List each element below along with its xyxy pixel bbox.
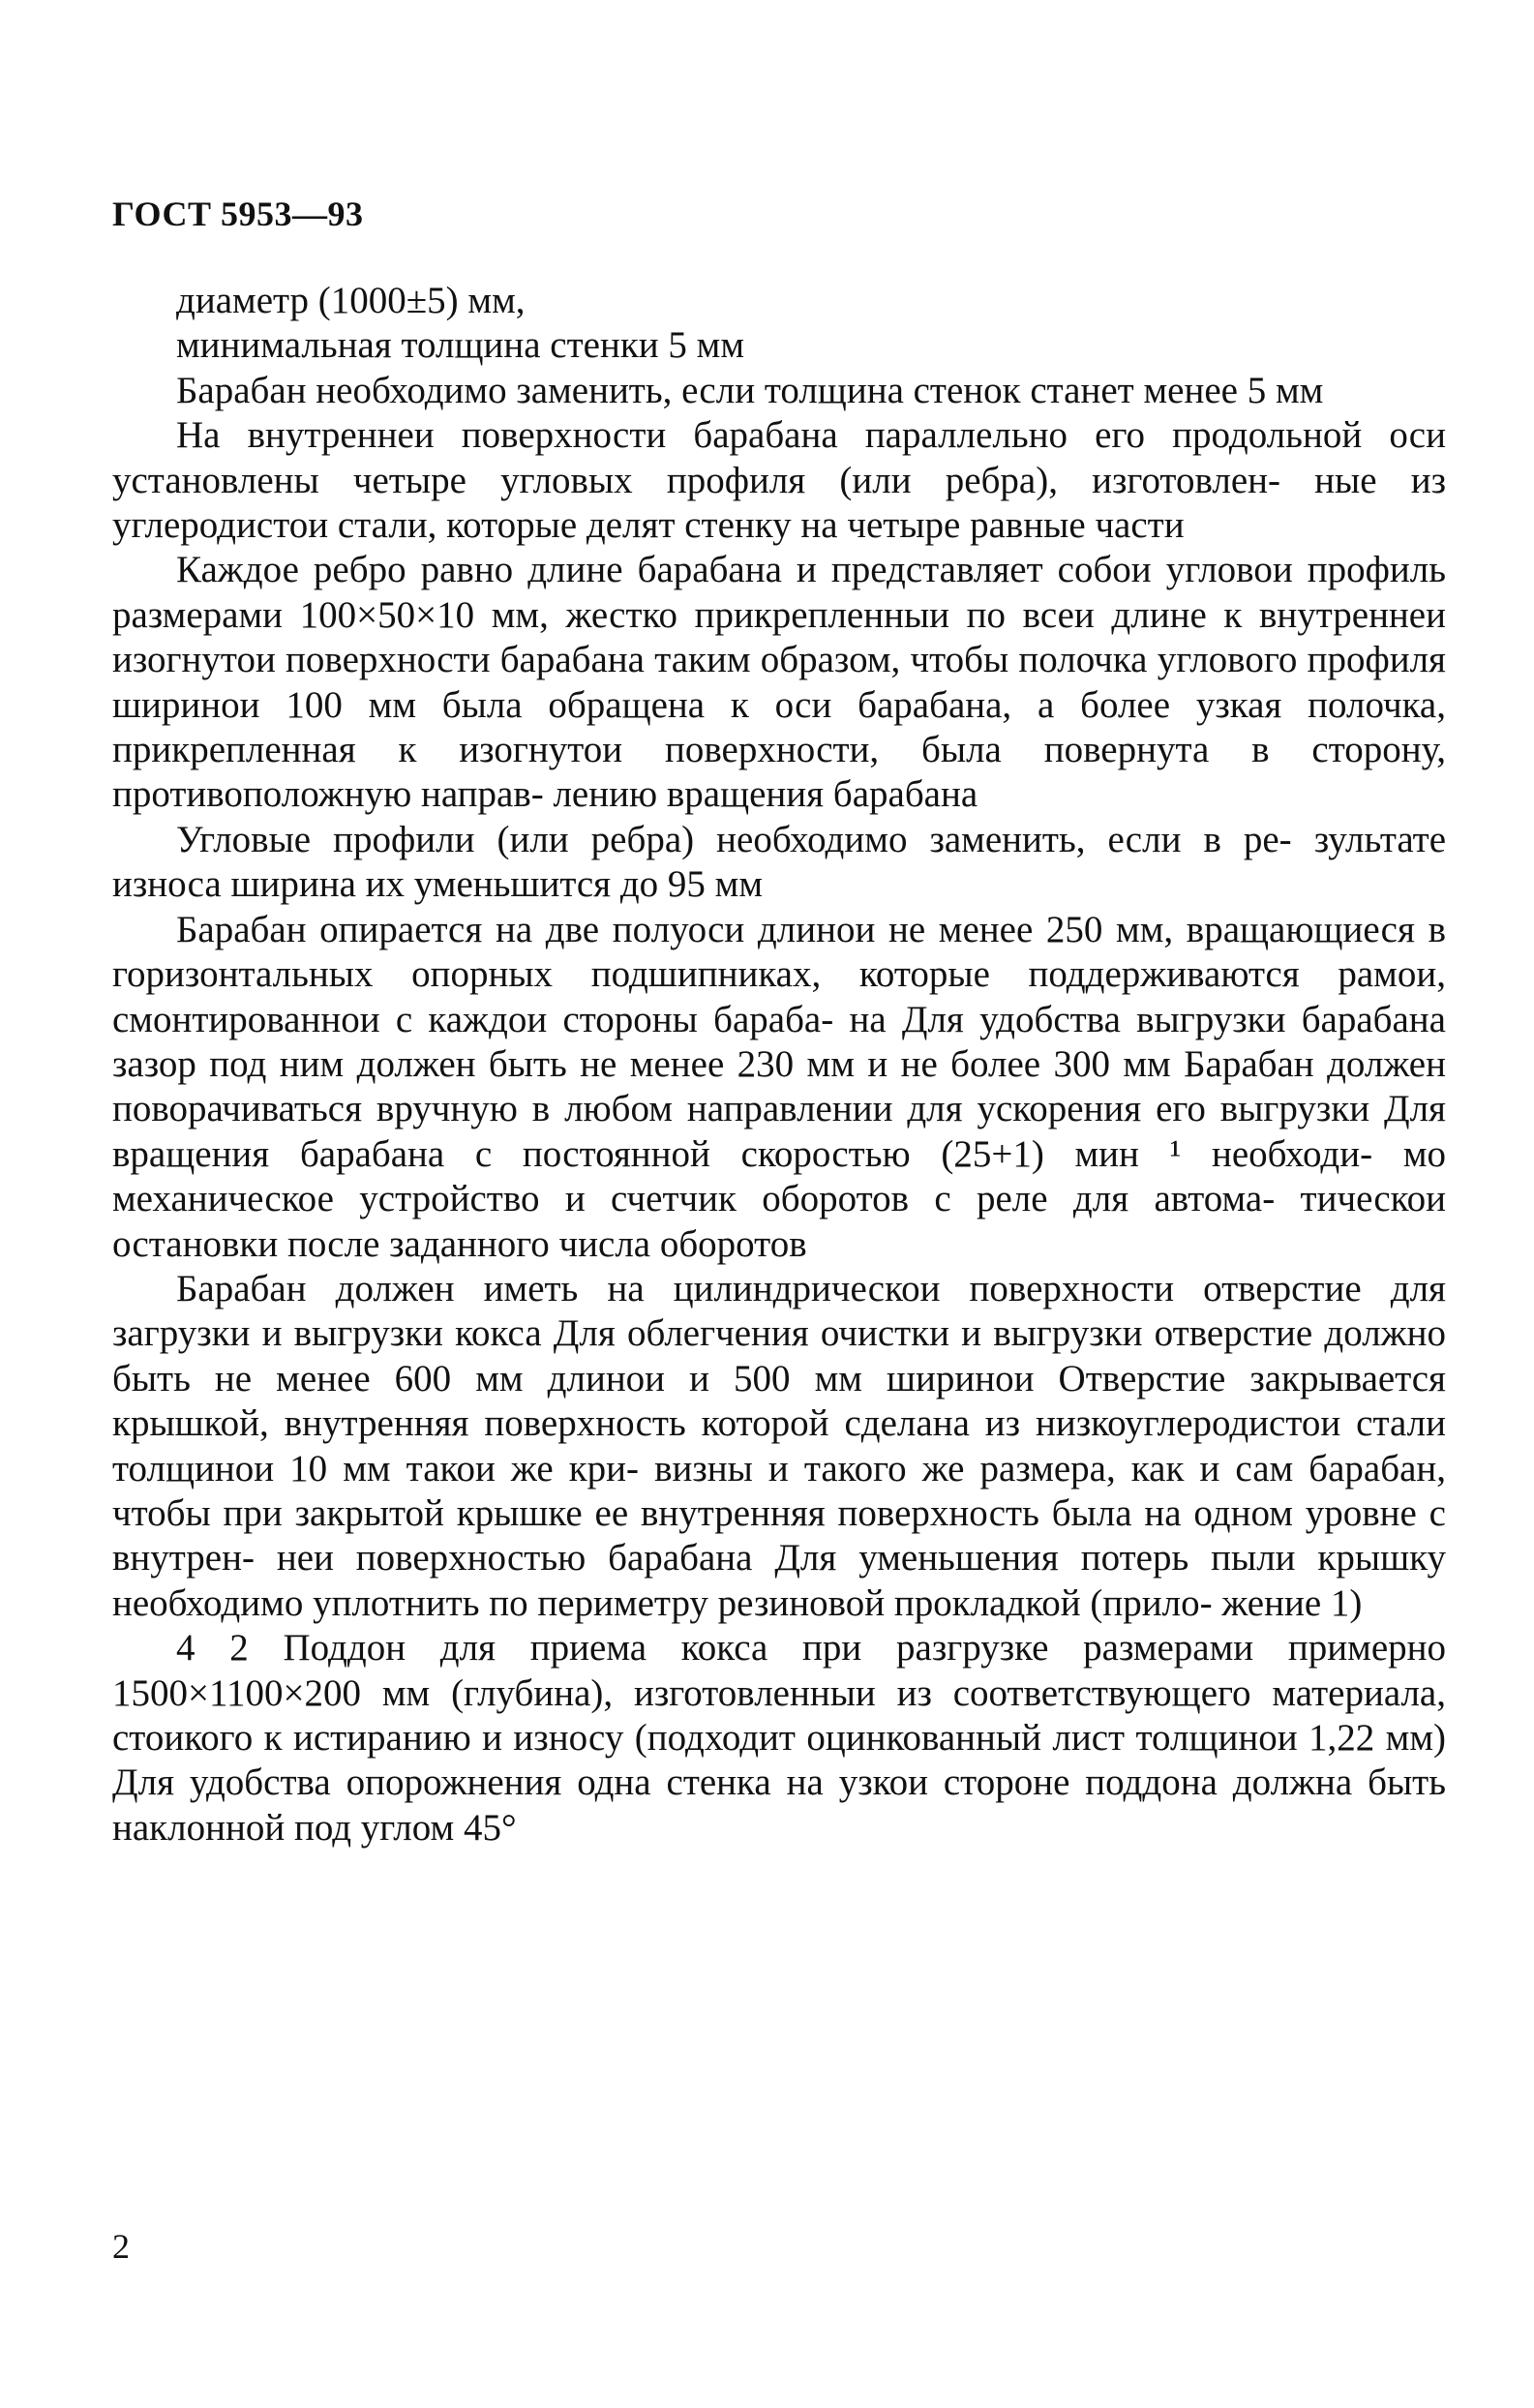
paragraph-drum-support: Барабан опирается на две полуоси длинои не менее 250 мм, вращающиеся в горизонтальных опорных подшипниках, которые поддерживаются рамои, смонтированнои с каждои стороны бараба- на Для удобства выгрузки барабана зазор под ним должен быть не менее 230 мм и не более 300 мм Барабан должен поворачиваться вручную в любом направлении для ускорения его выгрузки Для вращения барабана с постоянной скоростью (25+1) мин ¹ необходи- мо механическое устройство и счетчик оборотов с реле для автома- тическои остановки после заданного числа оборотов (112, 908, 1446, 1265)
paragraph-rib-replacement: Угловые профили (или ребра) необходимо заменить, если в ре- зультате износа ширина их уменьшится до 95 мм (112, 818, 1446, 906)
paragraph-angle-profiles: На внутреннеи поверхности барабана параллельно его продольной оси установлены четыре угловых профиля (или ребра), изготовлен- ные из углеродистои стали, которые делят стенку на четыре равные части (112, 414, 1446, 547)
page-number: 2 (112, 2227, 130, 2266)
paragraph-tray: 4 2 Поддон для приема кокса при разгрузке размерами примерно 1500×1100×200 мм (глубина), изготовленныи из соответствующего материала, стоикого к истиранию и износу (подходит оцинкованный лист толщинои 1,22 мм) Для удобства опорожнения одна стенка на узкои стороне поддона должна быть наклонной под углом 45° (112, 1627, 1446, 1849)
document-header: ГОСТ 5953—93 (112, 195, 364, 233)
paragraph-rib-description: Каждое ребро равно длине барабана и представляет собои угловои профиль размерами 100×50×10 мм, жестко прикрепленныи по всеи длине к внутреннеи изогнутои поверхности барабана таким образом, чтобы полочка углового профиля ширинои 100 мм была обращена к оси барабана, а более узкая полочка, прикрепленная к изогнутои поверхности, была повернута в сторону, противоположную направ- лению вращения барабана (112, 549, 1446, 816)
paragraph-min-thickness: минимальная толщина стенки 5 мм (176, 324, 744, 367)
paragraph-drum-opening: Барабан должен иметь на цилиндрическои поверхности отверстие для загрузки и выгрузки кокса Для облегчения очистки и выгрузки отверстие должно быть не менее 600 мм длинои и 500 мм ширинои Отверстие закрывается крышкой, внутренняя поверхность которой сделана из низкоуглеродистои стали толщинои 10 мм такои же кри- визны и такого же размера, как и сам барабан, чтобы при закрытой крышке ее внутренняя поверхность была на одном уровне с внутрен- неи поверхностью барабана Для уменьшения потерь пыли крышку необходимо уплотнить по периметру резиновой прокладкой (прило- жение 1) (112, 1267, 1446, 1624)
document-body (112, 279, 1446, 1851)
paragraph-diameter: диаметр (1000±5) мм, (176, 280, 526, 321)
paragraph-replace-drum: Барабан необходимо заменить, если толщина стенок станет менее 5 мм (176, 369, 1324, 411)
